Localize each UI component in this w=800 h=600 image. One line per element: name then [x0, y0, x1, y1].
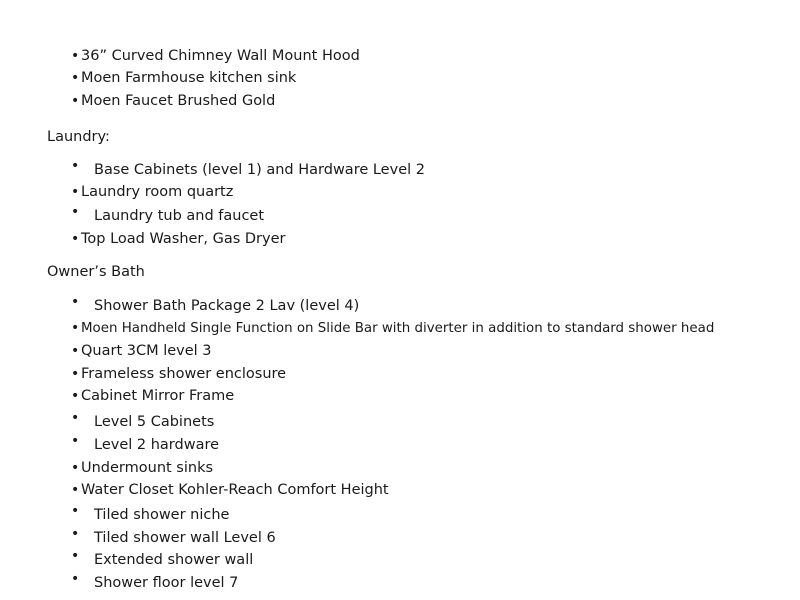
bullet-icon: •	[71, 184, 80, 200]
list-item-text: Base Cabinets (level 1) and Hardware Level 2	[94, 162, 425, 178]
list-item	[71, 573, 238, 593]
list-item-text: Laundry tub and faucet	[94, 208, 265, 224]
list-item-text: Shower floor level 7	[94, 575, 239, 591]
list-item-text: Tiled shower niche	[94, 507, 230, 523]
bullet-icon: •	[71, 503, 80, 519]
list-item	[71, 206, 264, 226]
bullet-icon: •	[71, 366, 80, 382]
list-item	[71, 46, 360, 66]
list-item	[71, 68, 296, 88]
list-item-text: Quart 3CM level 3	[81, 343, 212, 359]
bullet-icon: •	[71, 158, 80, 174]
bullet-icon: •	[71, 320, 80, 336]
bullet-icon: •	[71, 388, 80, 404]
list-item-text: Water Closet Kohler-Reach Comfort Height	[81, 482, 389, 498]
list-item	[71, 229, 286, 249]
bullet-icon: •	[71, 410, 80, 426]
list-item	[71, 341, 212, 361]
list-item-text: 36” Curved Chimney Wall Mount Hood	[81, 48, 360, 64]
section-heading-laundry: Laundry:	[47, 129, 110, 145]
list-item	[71, 435, 219, 455]
bullet-icon: •	[71, 548, 80, 564]
bullet-icon: •	[71, 571, 80, 587]
list-item	[71, 458, 213, 478]
bullet-icon: •	[71, 482, 80, 498]
list-item-text: Laundry room quartz	[81, 184, 234, 200]
list-item-text: Moen Farmhouse kitchen sink	[81, 70, 297, 86]
bullet-icon: •	[71, 204, 80, 220]
list-item	[71, 364, 286, 384]
list-item-text: Tiled shower wall Level 6	[94, 530, 276, 546]
bullet-icon: •	[71, 70, 80, 86]
list-item-text: Moen Faucet Brushed Gold	[81, 93, 276, 109]
list-item	[71, 505, 229, 525]
list-item	[71, 412, 214, 432]
bullet-icon: •	[71, 48, 80, 64]
list-item-text: Extended shower wall	[94, 552, 254, 568]
list-item	[71, 386, 234, 406]
list-item	[71, 480, 389, 500]
list-item-text: Shower Bath Package 2 Lav (level 4)	[94, 298, 360, 314]
bullet-icon: •	[71, 343, 80, 359]
list-item	[71, 296, 359, 316]
bullet-icon: •	[71, 231, 80, 247]
bullet-icon: •	[71, 460, 80, 476]
list-item	[71, 528, 276, 548]
bullet-icon: •	[71, 526, 80, 542]
list-item-text: Top Load Washer, Gas Dryer	[81, 231, 286, 247]
list-item-text: Moen Handheld Single Function on Slide Bar with diverter in addition to standard shower head	[81, 321, 715, 336]
list-item	[71, 318, 714, 339]
section-heading-owners-bath: Owner’s Bath	[47, 264, 145, 280]
bullet-icon: •	[71, 294, 80, 310]
list-item-text: Level 5 Cabinets	[94, 414, 215, 430]
list-item-text: Level 2 hardware	[94, 437, 220, 453]
list-item	[71, 160, 425, 180]
list-item-text: Undermount sinks	[81, 460, 214, 476]
list-item-text: Frameless shower enclosure	[81, 366, 287, 382]
bullet-icon: •	[71, 433, 80, 449]
list-item	[71, 91, 275, 111]
bullet-icon: •	[71, 93, 80, 109]
list-item	[71, 182, 233, 202]
list-item-text: Cabinet Mirror Frame	[81, 388, 235, 404]
list-item	[71, 550, 253, 570]
